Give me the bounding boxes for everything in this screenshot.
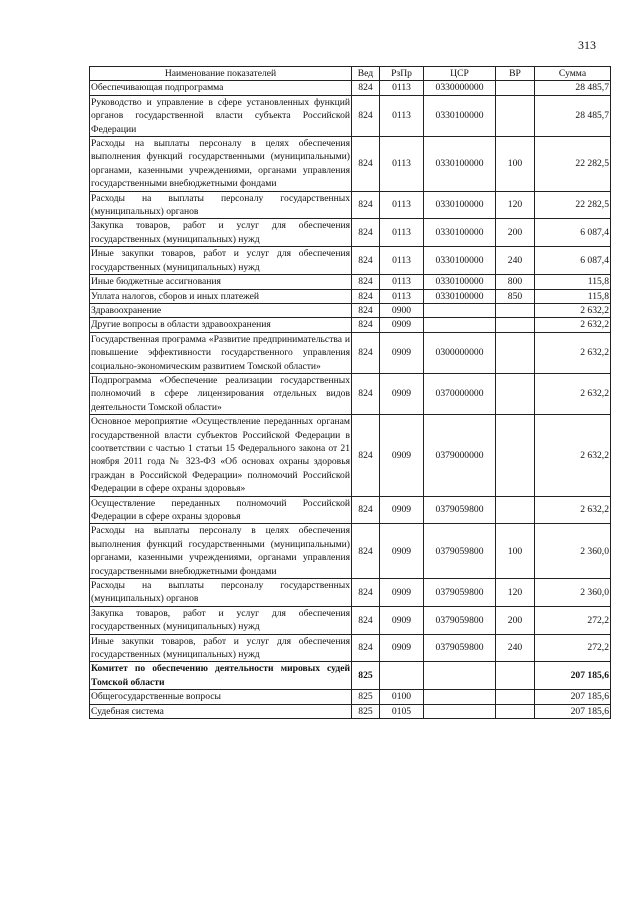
row-vr (496, 704, 535, 718)
row-ved: 824 (352, 415, 380, 496)
row-csr: 0330100000 (424, 289, 496, 303)
row-ved: 824 (352, 219, 380, 247)
row-name: Другие вопросы в области здравоохранения (90, 318, 352, 332)
table-row (90, 634, 611, 662)
row-sum: 2 360,0 (535, 579, 611, 607)
row-csr: 0379059800 (424, 606, 496, 634)
table-row (90, 247, 611, 275)
table-row (90, 606, 611, 634)
row-ved: 824 (352, 81, 380, 95)
row-name: Здравоохранение (90, 303, 352, 317)
row-rzpr: 0113 (380, 81, 424, 95)
row-csr: 0370000000 (424, 373, 496, 414)
row-vr (496, 662, 535, 690)
row-csr: 0300000000 (424, 332, 496, 373)
row-sum: 207 185,6 (535, 662, 611, 690)
row-csr (424, 318, 496, 332)
row-rzpr: 0113 (380, 247, 424, 275)
row-sum: 2 632,2 (535, 415, 611, 496)
table-row (90, 415, 611, 496)
budget-table (89, 66, 611, 719)
row-ved: 824 (352, 275, 380, 289)
table-row (90, 332, 611, 373)
row-csr: 0379059800 (424, 634, 496, 662)
table-row (90, 704, 611, 718)
row-name: Расходы на выплаты персоналу в целях обеспечения выполнения функций государственными (муниципальными) органами, казенными учреждениями, органами управления государственными внебюджетными фондами (91, 525, 350, 577)
row-sum: 2 632,2 (535, 373, 611, 414)
row-sum: 115,8 (535, 275, 611, 289)
row-ved: 824 (352, 524, 380, 579)
row-vr (496, 415, 535, 496)
row-rzpr: 0100 (380, 690, 424, 704)
row-csr: 0330100000 (424, 137, 496, 192)
row-rzpr: 0909 (380, 332, 424, 373)
row-csr (424, 303, 496, 317)
row-vr: 200 (496, 606, 535, 634)
row-ved: 825 (352, 662, 380, 690)
row-name: Иные бюджетные ассигнования (90, 275, 352, 289)
row-csr: 0330100000 (424, 219, 496, 247)
table-row (90, 289, 611, 303)
header-vr: ВР (496, 67, 535, 81)
table-row (90, 219, 611, 247)
row-csr: 0379059800 (424, 524, 496, 579)
row-vr (496, 496, 535, 524)
row-name: Закупка товаров, работ и услуг для обеспечения государственных (муниципальных) нужд (91, 607, 350, 633)
row-rzpr: 0900 (380, 303, 424, 317)
row-csr: 0330000000 (424, 81, 496, 95)
row-rzpr: 0909 (380, 496, 424, 524)
row-rzpr: 0909 (380, 524, 424, 579)
header-csr: ЦСР (424, 67, 496, 81)
row-rzpr: 0909 (380, 579, 424, 607)
row-vr: 100 (496, 524, 535, 579)
row-csr: 0330100000 (424, 191, 496, 219)
table-body (90, 81, 611, 719)
row-rzpr: 0909 (380, 634, 424, 662)
row-ved: 824 (352, 303, 380, 317)
row-sum: 115,8 (535, 289, 611, 303)
row-csr: 0330100000 (424, 275, 496, 289)
row-vr: 200 (496, 219, 535, 247)
row-vr (496, 332, 535, 373)
row-vr (496, 318, 535, 332)
row-csr: 0379059800 (424, 579, 496, 607)
row-ved: 825 (352, 690, 380, 704)
row-vr (496, 303, 535, 317)
row-vr: 100 (496, 137, 535, 192)
row-csr: 0379059800 (424, 496, 496, 524)
table-row (90, 690, 611, 704)
row-rzpr: 0909 (380, 415, 424, 496)
row-name: Комитет по обеспечению деятельности мировых судей Томской области (91, 663, 350, 688)
row-sum: 2 632,2 (535, 332, 611, 373)
row-sum: 2 632,2 (535, 496, 611, 524)
table-row (90, 579, 611, 607)
header-sum: Сумма (535, 67, 611, 81)
row-ved: 824 (352, 289, 380, 303)
table-row (90, 191, 611, 219)
row-name: Обеспечивающая подпрограмма (90, 81, 352, 95)
row-name: Судебная система (90, 704, 352, 718)
row-csr (424, 662, 496, 690)
row-sum: 22 282,5 (535, 191, 611, 219)
row-vr (496, 95, 535, 136)
row-sum: 207 185,6 (535, 690, 611, 704)
row-ved: 824 (352, 579, 380, 607)
row-vr: 240 (496, 247, 535, 275)
row-sum: 2 632,2 (535, 318, 611, 332)
row-name: Расходы на выплаты персоналу государственных (муниципальных) органов (91, 192, 350, 218)
table-row (90, 496, 611, 524)
row-ved: 824 (352, 318, 380, 332)
row-rzpr: 0113 (380, 95, 424, 136)
table-row (90, 318, 611, 332)
row-ved: 824 (352, 191, 380, 219)
header-rzpr: РзПр (380, 67, 424, 81)
table-row (90, 662, 611, 690)
row-ved: 824 (352, 496, 380, 524)
row-sum: 2 632,2 (535, 303, 611, 317)
page-number: 313 (578, 38, 596, 52)
row-ved: 824 (352, 373, 380, 414)
row-rzpr: 0909 (380, 606, 424, 634)
table-row (90, 303, 611, 317)
row-sum: 207 185,6 (535, 704, 611, 718)
row-sum: 28 485,7 (535, 81, 611, 95)
row-ved: 824 (352, 137, 380, 192)
table-row (90, 275, 611, 289)
row-rzpr: 0113 (380, 219, 424, 247)
row-name: Уплата налогов, сборов и иных платежей (90, 289, 352, 303)
row-vr (496, 690, 535, 704)
row-rzpr: 0909 (380, 318, 424, 332)
row-name: Расходы на выплаты персоналу в целях обеспечения выполнения функций государственными (муниципальными) органами, казенными учреждениями, органами управления государственными внебюджетными фондами (91, 138, 350, 190)
row-sum: 272,2 (535, 634, 611, 662)
row-sum: 272,2 (535, 606, 611, 634)
row-name: Основное мероприятие «Осуществление переданных органам государственной власти субъектов Российской Федерации в соответствии с частью 1 статьи 15 Федерального закона от 21 ноября 2011 года № 323-ФЗ «Об основах охраны здоровья граждан в Российской Федерации» полномочий Российской Федерации в сфере охраны здоровья» (91, 416, 350, 495)
row-vr: 800 (496, 275, 535, 289)
table-row (90, 95, 611, 136)
row-vr (496, 81, 535, 95)
row-csr: 0379000000 (424, 415, 496, 496)
row-ved: 824 (352, 606, 380, 634)
row-name: Подпрограмма «Обеспечение реализации государственных полномочий в сфере лицензирования отдельных видов деятельности Томской области» (91, 374, 350, 413)
row-name: Руководство и управление в сфере установленных функций органов государственной власти субъекта Российской Федерации (91, 96, 350, 135)
row-rzpr: 0113 (380, 191, 424, 219)
row-rzpr: 0113 (380, 289, 424, 303)
table-row (90, 81, 611, 95)
row-rzpr (380, 662, 424, 690)
header-name: Наименование показателей (90, 67, 352, 81)
row-name: Государственная программа «Развитие предпринимательства и повышение эффективности государственного управления социально-экономическим развитием Томской области» (91, 333, 350, 372)
row-vr (496, 373, 535, 414)
row-csr (424, 690, 496, 704)
row-vr: 240 (496, 634, 535, 662)
table-header-row (90, 67, 611, 81)
row-name: Иные закупки товаров, работ и услуг для обеспечения государственных (муниципальных) нужд (91, 248, 350, 273)
row-rzpr: 0909 (380, 373, 424, 414)
row-name: Закупка товаров, работ и услуг для обеспечения государственных (муниципальных) нужд (91, 220, 350, 245)
row-csr (424, 704, 496, 718)
row-ved: 824 (352, 95, 380, 136)
table-row (90, 373, 611, 414)
table-row (90, 137, 611, 192)
row-name: Общегосударственные вопросы (90, 690, 352, 704)
row-name: Иные закупки товаров, работ и услуг для обеспечения государственных (муниципальных) нужд (91, 635, 350, 661)
row-ved: 824 (352, 332, 380, 373)
row-sum: 2 360,0 (535, 524, 611, 579)
row-ved: 824 (352, 634, 380, 662)
row-sum: 6 087,4 (535, 219, 611, 247)
row-sum: 22 282,5 (535, 137, 611, 192)
row-csr: 0330100000 (424, 95, 496, 136)
row-name: Расходы на выплаты персоналу государственных (муниципальных) органов (91, 580, 350, 605)
row-rzpr: 0113 (380, 137, 424, 192)
row-ved: 825 (352, 704, 380, 718)
row-sum: 28 485,7 (535, 95, 611, 136)
table-row (90, 524, 611, 579)
row-rzpr: 0113 (380, 275, 424, 289)
row-name: Осуществление переданных полномочий Российской Федерации в сфере охраны здоровья (91, 497, 350, 522)
row-sum: 6 087,4 (535, 247, 611, 275)
row-csr: 0330100000 (424, 247, 496, 275)
row-rzpr: 0105 (380, 704, 424, 718)
row-vr: 120 (496, 579, 535, 607)
header-ved: Вед (352, 67, 380, 81)
row-ved: 824 (352, 247, 380, 275)
row-vr: 120 (496, 191, 535, 219)
row-vr: 850 (496, 289, 535, 303)
